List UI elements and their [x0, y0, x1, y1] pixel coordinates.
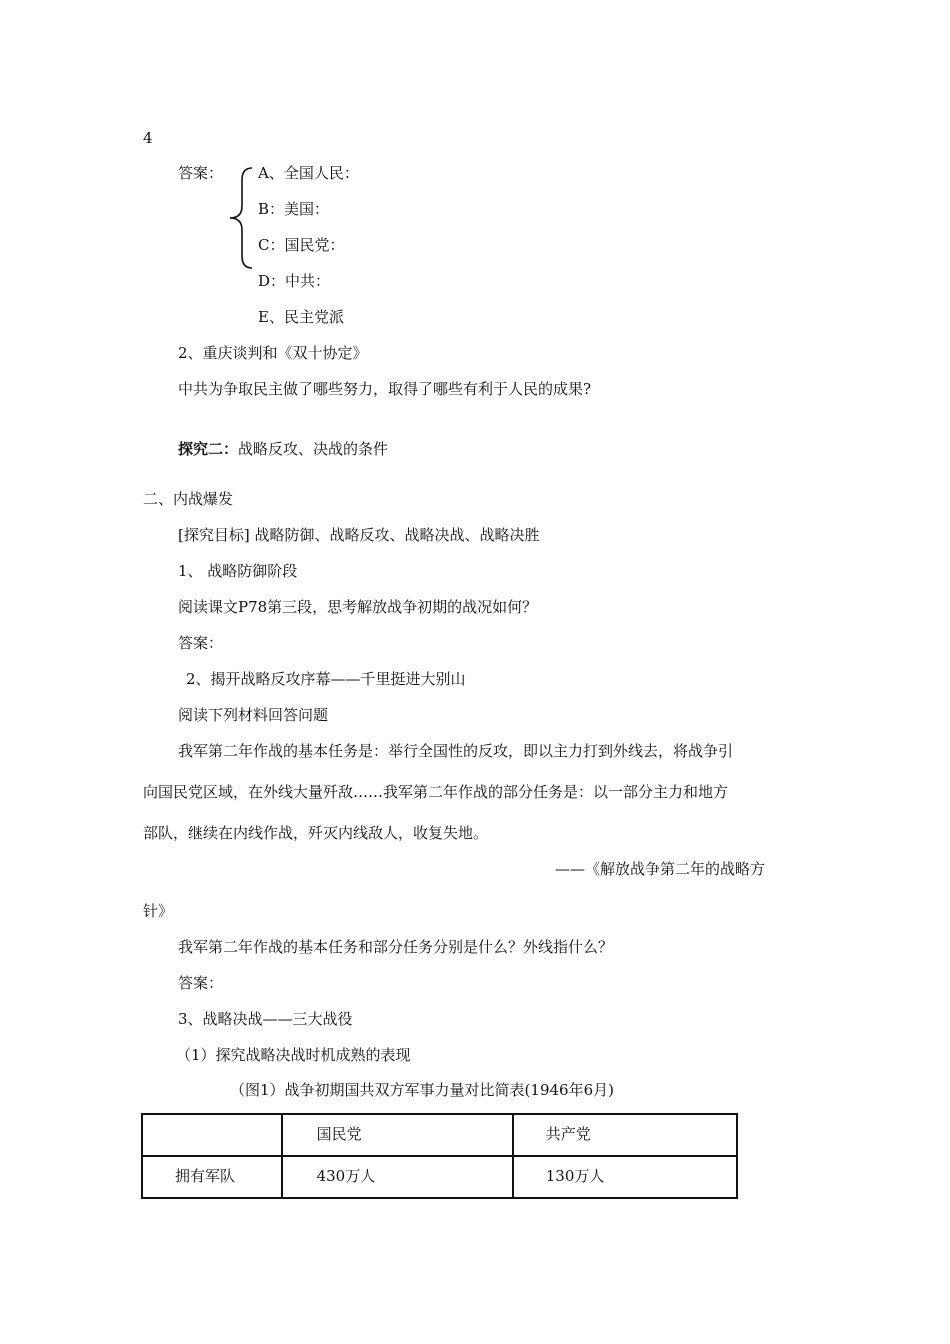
- sub-item-1: （1）探究战略决战时机成熟的表现: [176, 1046, 411, 1064]
- question-1: 中共为争取民主做了哪些努力，取得了哪些有利于人民的成果?: [178, 380, 592, 398]
- item-1: 1、 战略防御阶段: [178, 562, 298, 580]
- table-header-row: [142, 1114, 737, 1156]
- table-row: [142, 1156, 737, 1198]
- answer-item-a: A、全国人民：: [258, 164, 359, 182]
- answer-label-1: 答案：: [178, 634, 224, 652]
- question-3: 我军第二年作战的基本任务和部分任务分别是什么？外线指什么？: [178, 938, 614, 956]
- table-header-cell: [142, 1114, 282, 1156]
- quote-line-1: 我军第二年作战的基本任务是：举行全国性的反攻，即以主力打到外线去，将战争引: [178, 742, 734, 760]
- table-cell: 130万人: [513, 1156, 737, 1198]
- inquiry-2-title: 战略反攻、决战的条件: [238, 440, 389, 458]
- item-2: 2、揭开战略反攻序幕——千里挺进大别山: [186, 670, 466, 688]
- page-number: 4: [143, 129, 153, 147]
- table-cell: 430万人: [282, 1156, 513, 1198]
- curly-brace-icon: [226, 166, 256, 270]
- table-header-cell: 共产党: [513, 1114, 737, 1156]
- answer-label-2: 答案：: [178, 974, 224, 992]
- table-header-cell: 国民党: [282, 1114, 513, 1156]
- quote-line-3: 部队，继续在内线作战，歼灭内线敌人，收复失地。: [143, 824, 489, 842]
- item-3: 3、战略决战——三大战役: [178, 1010, 353, 1028]
- section1-item2: 2、重庆谈判和《双十协定》: [178, 344, 368, 362]
- inquiry-2-heading: [178, 439, 388, 459]
- table-cell: 拥有军队: [142, 1156, 282, 1198]
- read-material: 阅读下列材料回答问题: [178, 706, 329, 724]
- quote-line-2: 向国民党区域，在外线大量歼敌……我军第二年作战的部分任务是：以一部分主力和地方: [143, 783, 729, 801]
- table-caption: （图1）战争初期国共双方军事力量对比简表(1946年6月): [230, 1081, 614, 1099]
- quote-source-line-2: 针》: [143, 902, 174, 920]
- answer-item-b: B：美国：: [258, 200, 330, 218]
- answer-item-c: C：国民党：: [258, 236, 345, 254]
- answer-label: 答案：: [178, 164, 224, 182]
- comparison-table: [141, 1113, 738, 1199]
- section-2-heading: 二、内战爆发: [143, 490, 234, 508]
- inquiry-2-label: 探究二：: [178, 440, 239, 458]
- answer-item-e: E、民主党派: [258, 308, 344, 326]
- answer-item-d: D：中共：: [258, 272, 331, 290]
- question-2: 阅读课文P78第三段，思考解放战争初期的战况如何？: [178, 598, 538, 616]
- quote-source-line-1: ——《解放战争第二年的战略方: [555, 860, 766, 878]
- inquiry-goal: [探究目标] 战略防御、战略反攻、战略决战、战略决胜: [178, 526, 540, 544]
